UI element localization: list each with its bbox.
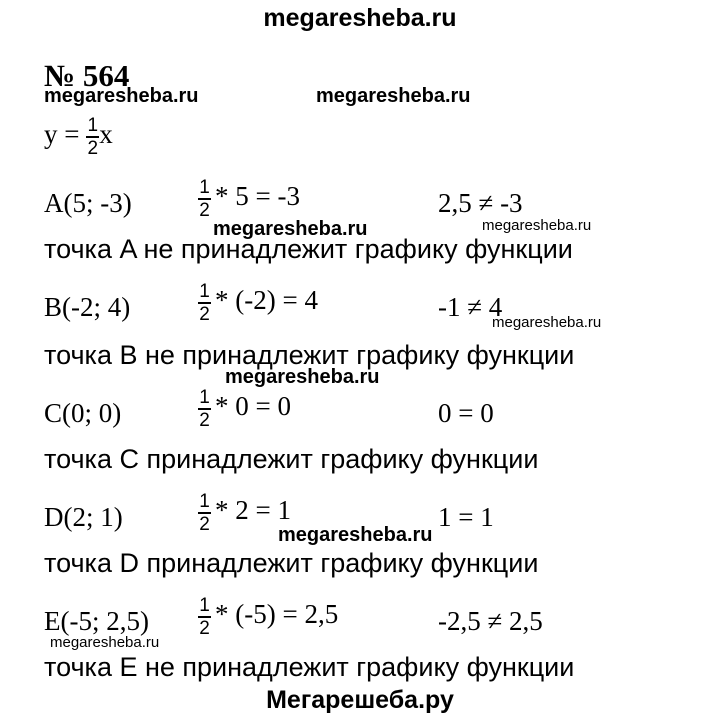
fraction-numerator: 1 — [199, 595, 210, 616]
calculation-expression: * 2 = 1 — [215, 494, 291, 525]
conclusion-text: точка B не принадлежит графику функции — [44, 340, 575, 370]
point-label: E(-5; 2,5) — [44, 606, 149, 636]
calculation — [198, 282, 318, 324]
fraction — [198, 282, 211, 324]
watermark: megaresheba.ru — [225, 366, 380, 388]
calculation — [198, 388, 291, 430]
conclusion-text: точка A не принадлежит графику функции — [44, 234, 573, 264]
watermark: megaresheba.ru — [492, 314, 602, 331]
watermark: megaresheba.ru — [213, 218, 368, 240]
fraction-denominator: 2 — [87, 137, 99, 159]
watermark-bottom: Мегарешеба.ру — [266, 686, 454, 714]
calculation-expression: * (-5) = 2,5 — [215, 598, 339, 629]
fraction-denominator: 2 — [199, 513, 210, 535]
function-lhs: y = — [44, 118, 80, 149]
fraction-denominator: 2 — [199, 409, 210, 431]
calculation-expression: * 5 = -3 — [215, 180, 300, 211]
fraction-numerator: 1 — [199, 387, 210, 408]
conclusion-text: точка E не принадлежит графику функции — [44, 652, 575, 682]
point-label: B(-2; 4) — [44, 292, 131, 322]
function-definition — [44, 116, 113, 158]
check-result: 1 = 1 — [438, 502, 494, 532]
calculation — [198, 492, 291, 534]
fraction-numerator: 1 — [87, 115, 99, 136]
calculation-expression: * 0 = 0 — [215, 390, 291, 421]
calculation — [198, 178, 300, 220]
fraction — [198, 492, 211, 534]
point-label: C(0; 0) — [44, 398, 122, 428]
fraction — [86, 116, 99, 158]
fraction-denominator: 2 — [199, 199, 210, 221]
function-rhs: x — [99, 118, 113, 149]
check-result: 0 = 0 — [438, 398, 494, 428]
fraction-numerator: 1 — [199, 177, 210, 198]
fraction — [198, 596, 211, 638]
fraction — [198, 178, 211, 220]
watermark: megaresheba.ru — [482, 217, 592, 234]
fraction-numerator: 1 — [199, 491, 210, 512]
conclusion-text: точка C принадлежит графику функции — [44, 444, 539, 474]
watermark-top: megaresheba.ru — [263, 4, 457, 32]
fraction-numerator: 1 — [199, 281, 210, 302]
fraction-denominator: 2 — [199, 617, 210, 639]
calculation-expression: * (-2) = 4 — [215, 284, 318, 315]
watermark: megaresheba.ru — [278, 524, 433, 546]
check-result: -1 ≠ 4 — [438, 292, 503, 322]
fraction — [198, 388, 211, 430]
fraction-denominator: 2 — [199, 303, 210, 325]
calculation — [198, 596, 338, 638]
point-label: D(2; 1) — [44, 502, 123, 532]
conclusion-text: точка D принадлежит графику функции — [44, 548, 539, 578]
task-number: № 564 — [44, 58, 130, 93]
point-label: A(5; -3) — [44, 188, 132, 218]
watermark: megaresheba.ru — [44, 85, 199, 107]
watermark: megaresheba.ru — [316, 85, 471, 107]
watermark: megaresheba.ru — [50, 634, 160, 651]
check-result: -2,5 ≠ 2,5 — [438, 606, 543, 636]
check-result: 2,5 ≠ -3 — [438, 188, 523, 218]
